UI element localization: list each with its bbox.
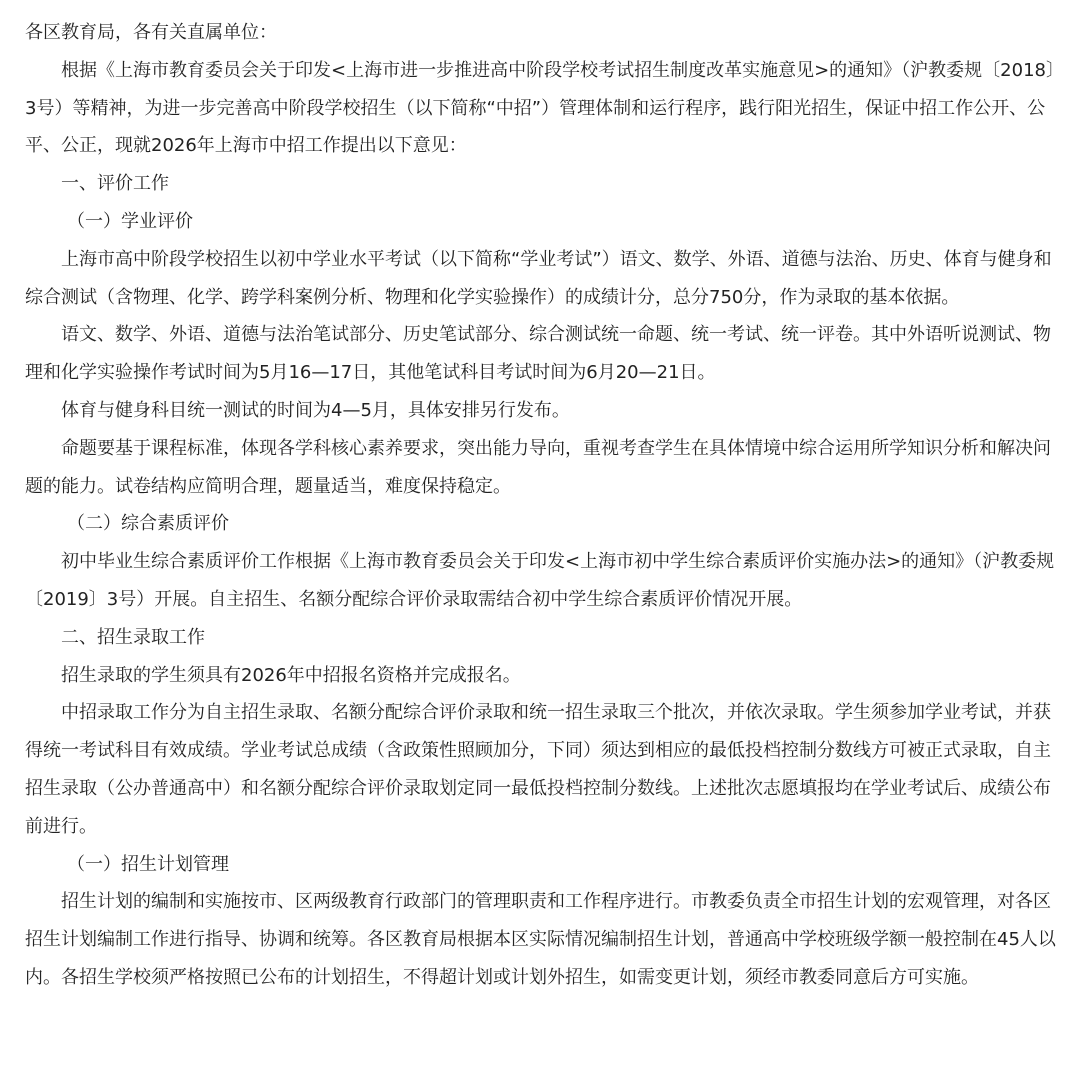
paragraph: 命题要基于课程标准，体现各学科核心素养要求，突出能力导向，重视考查学生在具体情境中综合运用所学知识分析和解决问题的能力。试卷结构应简明合理，题量适当，难度保持稳定。 bbox=[25, 437, 1051, 497]
document-body bbox=[25, 14, 1060, 997]
subsection-heading-comprehensive-evaluation: （二）综合素质评价 bbox=[67, 513, 229, 535]
salutation: 各区教育局，各有关直属单位： bbox=[25, 22, 277, 43]
paragraph: 语文、数学、外语、道德与法治笔试部分、历史笔试部分、综合测试统一命题、统一考试、统一评卷。其中外语听说测试、物理和化学实验操作考试时间为5月16—17日，其他笔试科目考试时间为6月20—21日。 bbox=[25, 324, 1051, 384]
paragraph: 招生录取的学生须具有2026年中招报名资格并完成报名。 bbox=[61, 664, 521, 686]
paragraph: 初中毕业生综合素质评价工作根据《上海市教育委员会关于印发<上海市初中学生综合素质评价实施办法>的通知》（沪教委规〔2019〕3号）开展。自主招生、名额分配综合评价录取需结合初中学生综合素质评价情况开展。 bbox=[25, 551, 1055, 610]
paragraph: 招生计划的编制和实施按市、区两级教育行政部门的管理职责和工作程序进行。市教委负责全市招生计划的宏观管理，对各区招生计划编制工作进行指导、协调和统筹。各区教育局根据本区实际情况编制招生计划，普通高中学校班级学额一般控制在45人以内。各招生学校须严格按照已公布的计划招生，不得超计划或计划外招生，如需变更计划，须经市教委同意后方可实施。 bbox=[25, 891, 1056, 988]
paragraph: 体育与健身科目统一测试的时间为4—5月，具体安排另行发布。 bbox=[61, 399, 570, 421]
paragraph: 上海市高中阶段学校招生以初中学业水平考试（以下简称“学业考试”）语文、数学、外语、道德与法治、历史、体育与健身和综合测试（含物理、化学、跨学科案例分析、物理和化学实验操作）的成绩计分，总分750分，作为录取的基本依据。 bbox=[25, 248, 1052, 308]
subsection-heading-academic-evaluation: （一）学业评价 bbox=[67, 210, 193, 232]
intro-paragraph: 根据《上海市教育委员会关于印发<上海市进一步推进高中阶段学校考试招生制度改革实施意见>的通知》（沪教委规〔2018〕3号）等精神，为进一步完善高中阶段学校招生（以下简称“中招”）管理体制和运行程序，践行阳光招生，保证中招工作公开、公平、公正，现就2026年上海市中招工作提出以下意见： bbox=[25, 59, 1055, 157]
section-heading-evaluation: 一、评价工作 bbox=[61, 173, 169, 195]
section-heading-admission: 二、招生录取工作 bbox=[61, 626, 205, 648]
subsection-heading-enrollment-plan: （一）招生计划管理 bbox=[67, 853, 229, 875]
paragraph: 中招录取工作分为自主招生录取、名额分配综合评价录取和统一招生录取三个批次，并依次录取。学生须参加学业考试，并获得统一考试科目有效成绩。学业考试总成绩（含政策性照顾加分，下同）须达到相应的最低投档控制分数线方可被正式录取，自主招生录取（公办普通高中）和名额分配综合评价录取划定同一最低投档控制分数线。上述批次志愿填报均在学业考试后、成绩公布前进行。 bbox=[25, 702, 1051, 837]
